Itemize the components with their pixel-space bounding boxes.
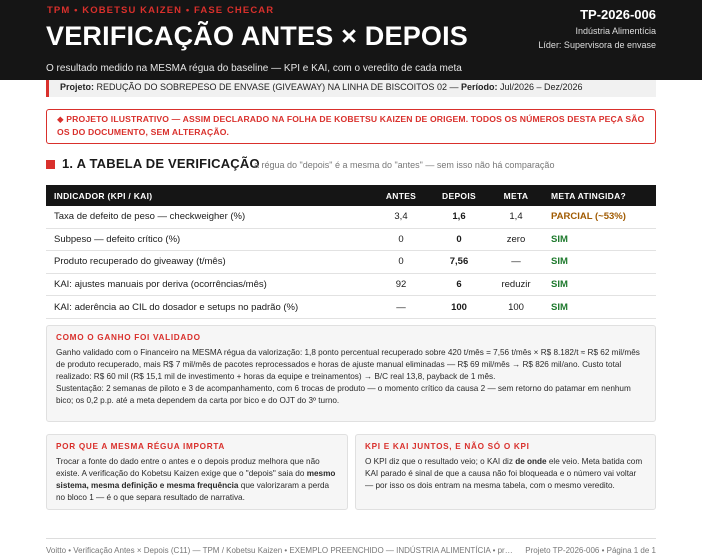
kpi-kai-text-part-2: ele veio. Meta batida com KAI parado é sinal de que a causa não foi bloqueada e o número vai voltar — por isso os dois entram na mesma tabela, com o mesmo veredito.	[365, 457, 643, 490]
project-bar	[46, 80, 656, 97]
table-row	[46, 206, 656, 229]
header-before: ANTES	[385, 190, 417, 201]
page-subtitle: O resultado medido na MESMA régua do baseline — KPI e KAI, com o veredito de cada meta	[46, 63, 462, 74]
cell-status-yes: SIM	[551, 301, 568, 313]
table-row	[46, 296, 656, 319]
section-title: 1. A TABELA DE VERIFICAÇÃO	[62, 156, 260, 171]
table-row	[46, 229, 656, 252]
kpi-kai-text-bold: de onde	[515, 457, 547, 466]
same-ruler-text-part-1: Trocar a fonte do dado entre o antes e o depois produz melhora que não existe. A verificação do Kobetsu Kaizen exige que o "depois" saia do	[56, 457, 320, 478]
validation-box	[46, 325, 656, 422]
page-title: VERIFICAÇÃO ANTES × DEPOIS	[46, 21, 469, 51]
cell-before: —	[396, 301, 406, 313]
illustrative-warning: ◆ PROJETO ILUSTRATIVO — ASSIM DECLARADO NA FOLHA DE KOBETSU KAIZEN DE ORIGEM. TODOS OS NÚMEROS DESTA PEÇA SÃO OS DO DOCUMENTO, SEM ALTERAÇÃO.	[46, 109, 656, 144]
cell-before: 92	[395, 279, 407, 291]
cell-after: 100	[451, 301, 467, 313]
cell-target: reduzir	[501, 279, 531, 291]
cell-indicator: KAI: aderência ao CIL do dosador e setups no padrão (%)	[54, 301, 299, 313]
header-target: META	[503, 190, 529, 201]
cell-before: 0	[398, 233, 404, 245]
kpi-kai-title: KPI E KAI JUNTOS, E NÃO SÓ O KPI	[365, 442, 530, 451]
cell-status-yes: SIM	[551, 279, 568, 291]
same-ruler-text-part-2: que valorizaram a perda no bloco 1 — é o que separa resultado de narrativa.	[56, 481, 330, 502]
section-subtitle: a régua do "depois" é a mesma do "antes" — sem isso não há comparação	[254, 160, 555, 170]
header-status: META ATINGIDA?	[551, 190, 627, 201]
cell-target: 1,4	[509, 211, 523, 223]
header-kicker: TPM • KOBETSU KAIZEN • FASE CHECAR	[47, 5, 275, 16]
header-indicator: INDICADOR (KPI / KAI)	[54, 190, 153, 201]
cell-indicator: Subpeso — defeito crítico (%)	[54, 233, 181, 245]
table-row	[46, 274, 656, 297]
header-band	[0, 0, 702, 80]
cell-indicator: KAI: ajustes manuais por deriva (ocorrências/mês)	[54, 279, 267, 291]
cell-target: zero	[506, 233, 526, 245]
kpi-kai-box	[355, 434, 656, 510]
footer-divider	[46, 538, 656, 539]
leader-label: Líder: Supervisora de envase	[538, 40, 656, 50]
cell-before: 0	[398, 256, 404, 268]
cell-after: 7,56	[449, 256, 469, 268]
cell-indicator: Taxa de defeito de peso — checkweigher (%)	[54, 211, 246, 223]
validation-paragraph-1: Ganho validado com o Financeiro na MESMA régua da valorização: 1,8 ponto percentual recuperado sobre 420 t/mês = 7,56 t/mês × R$ 8.182/t ≈ R$ 62 mil/mês de produto recuperado, mais R$ 7 mil/mês de pacotes reprocessados e horas de ajuste manual eliminadas — R$ 69 mil/mês → R$ 826 mil/ano. Custo total realizado: R$ 60 mil (R$ 15,1 mil de investimento + horas da equipe e treinamentos) → B/C real 13,8, payback de 1 mês.	[56, 348, 640, 381]
cell-status-yes: SIM	[551, 256, 568, 268]
project-value: REDUÇÃO DO SOBREPESO DE ENVASE (GIVEAWAY) NA LINHA DE BISCOITOS 02 —	[96, 82, 459, 92]
same-ruler-text	[56, 456, 338, 504]
cell-status-partial: PARCIAL (~53%)	[551, 211, 626, 223]
same-ruler-text-bold: mesmo sistema, mesma definição e mesma frequência	[56, 469, 336, 490]
validation-paragraph-2: Sustentação: 2 semanas de piloto e 3 de acompanhamento, com 6 trocas de produto — o momento crítico da causa 2 — sem retorno do patamar em nenhum bico; os 0,2 p.p. até a meta dependem da carta por bico e do OJT do 3º turno.	[56, 384, 631, 405]
header-after: DEPOIS	[442, 190, 476, 201]
cell-target: —	[511, 256, 521, 268]
cell-indicator: Produto recuperado do giveaway (t/mês)	[54, 256, 226, 268]
cell-after: 0	[456, 233, 462, 245]
cell-target: 100	[508, 301, 524, 313]
project-label: Projeto:	[60, 82, 95, 92]
verification-table	[46, 185, 656, 319]
same-ruler-box	[46, 434, 348, 510]
cell-before: 3,4	[394, 211, 408, 223]
cell-status-yes: SIM	[551, 233, 568, 245]
validation-title: COMO O GANHO FOI VALIDADO	[56, 333, 201, 342]
footer-left: Voitto • Verificação Antes × Depois (C11) — TPM / Kobetsu Kaizen • EXEMPLO PREENCHIDO — INDÚSTRIA ALIMENTÍCIA • pr…	[46, 546, 513, 555]
document-code: TP-2026-006	[580, 7, 656, 22]
kpi-kai-text	[365, 456, 646, 492]
table-row	[46, 251, 656, 274]
period-label: Período:	[460, 82, 498, 92]
period-value: Jul/2026 – Dez/2026	[500, 82, 583, 92]
cell-after: 6	[456, 279, 462, 291]
same-ruler-title: POR QUE A MESMA RÉGUA IMPORTA	[56, 442, 226, 451]
cell-after: 1,6	[452, 211, 466, 223]
company-label: Indústria Alimentícia	[575, 26, 656, 36]
kpi-kai-text-part-1: O KPI diz que o resultado veio; o KAI diz	[365, 457, 516, 466]
section-marker-icon	[46, 160, 55, 169]
footer-right: Projeto TP-2026-006 • Página 1 de 1	[525, 546, 656, 555]
section-header	[46, 156, 656, 174]
table-header	[46, 185, 656, 206]
